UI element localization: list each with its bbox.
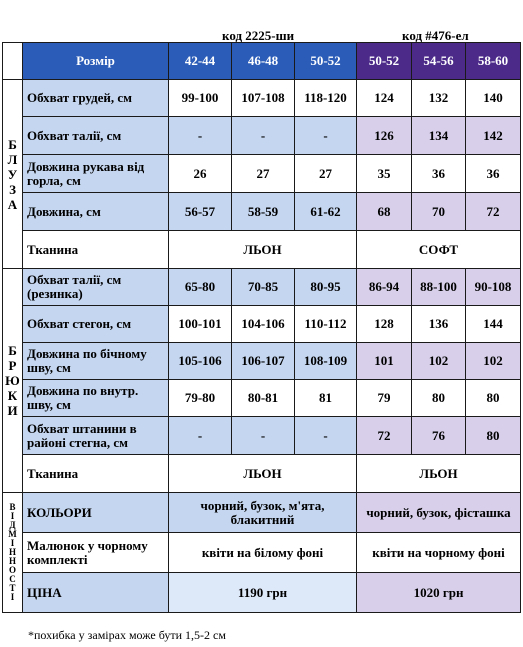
cell: 80 — [466, 417, 521, 455]
row-label: Довжина по внутр. шву, см — [23, 380, 169, 417]
row-label: Малюнок у чорному комплекті — [23, 533, 169, 573]
table-row — [3, 343, 521, 380]
table-row — [3, 455, 521, 493]
table-row — [3, 493, 521, 533]
cell: 80-95 — [295, 269, 357, 306]
table-row — [3, 533, 521, 573]
table-row — [3, 117, 521, 155]
size-col: 54-56 — [412, 43, 466, 80]
cell: 99-100 — [169, 80, 232, 117]
section-label-blouse: Б Л У З А — [3, 80, 23, 269]
corner-cell — [3, 43, 23, 80]
cell: 65-80 — [169, 269, 232, 306]
code-right: код #476-ел — [402, 28, 469, 43]
size-col: 50-52 — [357, 43, 412, 80]
cell: 126 — [357, 117, 412, 155]
table-row — [3, 193, 521, 231]
cell: 79 — [357, 380, 412, 417]
cell: 136 — [412, 306, 466, 343]
cell: 86-94 — [357, 269, 412, 306]
size-col: 50-52 — [295, 43, 357, 80]
cell: 102 — [466, 343, 521, 380]
table-row — [3, 573, 521, 613]
cell: 36 — [412, 155, 466, 193]
pattern-cell: квіти на чорному фоні — [357, 533, 521, 573]
colors-cell: чорний, бузок, м'ята, блакитний — [169, 493, 357, 533]
cell: 26 — [169, 155, 232, 193]
measurement-note: *похибка у замірах може бути 1,5-2 см — [28, 628, 226, 642]
row-label: Обхват талії, см (резинка) — [23, 269, 169, 306]
cell: - — [169, 417, 232, 455]
cell: - — [232, 417, 295, 455]
size-col: 58-60 — [466, 43, 521, 80]
cell: 27 — [295, 155, 357, 193]
cell: 100-101 — [169, 306, 232, 343]
cell: 58-59 — [232, 193, 295, 231]
cell: 128 — [357, 306, 412, 343]
cell: 134 — [412, 117, 466, 155]
price-cell: 1190 грн — [169, 573, 357, 613]
cell: 76 — [412, 417, 466, 455]
cell: - — [169, 117, 232, 155]
cell: 70 — [412, 193, 466, 231]
size-header-label: Розмір — [23, 43, 169, 80]
table-row — [3, 380, 521, 417]
code-left: код 2225-ши — [222, 28, 295, 43]
cell: 72 — [466, 193, 521, 231]
row-label: Обхват грудей, см — [23, 80, 169, 117]
cell: - — [295, 417, 357, 455]
cell: 35 — [357, 155, 412, 193]
cell: 105-106 — [169, 343, 232, 380]
cell: 132 — [412, 80, 466, 117]
cell: 88-100 — [412, 269, 466, 306]
cell: 61-62 — [295, 193, 357, 231]
price-cell: 1020 грн — [357, 573, 521, 613]
row-label: Тканина — [23, 455, 169, 493]
table-row — [3, 269, 521, 306]
cell: 108-109 — [295, 343, 357, 380]
row-label: Обхват талії, см — [23, 117, 169, 155]
row-label: ЦІНА — [23, 573, 169, 613]
section-label-differences: В І Д М І Н Н О С Т І — [3, 493, 23, 613]
fabric-cell: ЛЬОН — [169, 455, 357, 493]
row-label: Довжина, см — [23, 193, 169, 231]
cell: 104-106 — [232, 306, 295, 343]
cell: 107-108 — [232, 80, 295, 117]
cell: 72 — [357, 417, 412, 455]
table-row — [3, 417, 521, 455]
section-label-pants: Б Р Ю К И — [3, 269, 23, 493]
colors-cell: чорний, бузок, фісташка — [357, 493, 521, 533]
cell: 56-57 — [169, 193, 232, 231]
row-label: Довжина по бічному шву, см — [23, 343, 169, 380]
cell: 110-112 — [295, 306, 357, 343]
row-label: Обхват стегон, см — [23, 306, 169, 343]
cell: 142 — [466, 117, 521, 155]
fabric-cell: ЛЬОН — [357, 455, 521, 493]
table-row — [3, 306, 521, 343]
cell: 118-120 — [295, 80, 357, 117]
cell: 124 — [357, 80, 412, 117]
row-label: Тканина — [23, 231, 169, 269]
row-label: Довжина рукава від горла, см — [23, 155, 169, 193]
size-col: 46-48 — [232, 43, 295, 80]
cell: 70-85 — [232, 269, 295, 306]
cell: 102 — [412, 343, 466, 380]
cell: 79-80 — [169, 380, 232, 417]
size-table — [2, 42, 521, 613]
cell: 68 — [357, 193, 412, 231]
table-row — [3, 155, 521, 193]
cell: 144 — [466, 306, 521, 343]
cell: 80 — [412, 380, 466, 417]
cell: 27 — [232, 155, 295, 193]
cell: - — [232, 117, 295, 155]
cell: 101 — [357, 343, 412, 380]
cell: 36 — [466, 155, 521, 193]
table-row — [3, 231, 521, 269]
cell: 80-81 — [232, 380, 295, 417]
cell: 106-107 — [232, 343, 295, 380]
fabric-cell: СОФТ — [357, 231, 521, 269]
cell: 80 — [466, 380, 521, 417]
fabric-cell: ЛЬОН — [169, 231, 357, 269]
cell: 90-108 — [466, 269, 521, 306]
cell: 140 — [466, 80, 521, 117]
pattern-cell: квіти на білому фоні — [169, 533, 357, 573]
header-row — [3, 43, 521, 80]
cell: 81 — [295, 380, 357, 417]
size-col: 42-44 — [169, 43, 232, 80]
row-label: КОЛЬОРИ — [23, 493, 169, 533]
table-row — [3, 80, 521, 117]
cell: - — [295, 117, 357, 155]
row-label: Обхват штанини в районі стегна, см — [23, 417, 169, 455]
